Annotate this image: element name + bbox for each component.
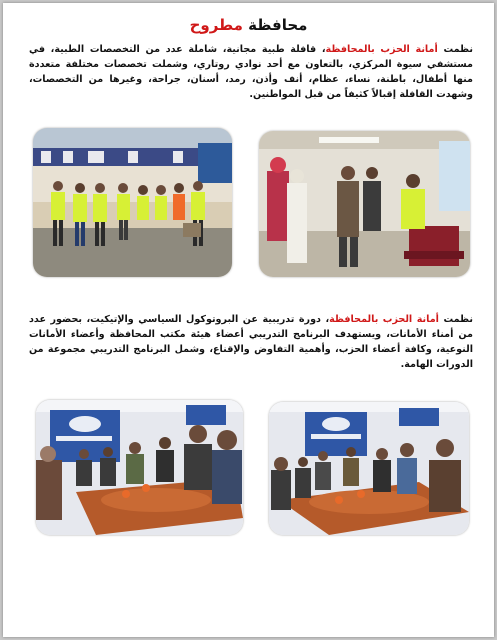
volunteers-outdoor-photo — [33, 128, 232, 277]
training-meeting-photo-right — [269, 402, 469, 535]
clinic-visit-photo — [259, 131, 470, 277]
training-meeting-photo-left — [36, 400, 243, 535]
title-highlight: مطروح — [189, 16, 243, 34]
paragraph2-lead: نظمت — [443, 314, 474, 325]
paragraph1-lead: نظمت — [443, 44, 473, 55]
paragraph-training-course — [29, 312, 473, 372]
paragraph-medical-convoy — [29, 42, 473, 102]
page-title — [3, 16, 494, 34]
paragraph1-body: ، قافلة طبية مجانية، شاملة عدد من التخصصات الطبية، في مستشفي سيوة المركزي، بالتعاون مع أحد نوادي روتاري، وشملت تخصصات مختلفة متعددة منها أطفال، باطنة، نساء، عظام، أنف وأذن، رمد، أسنان، جراحة، وغيرها من التخصصات، وشهدت القافلة إقبالاً كثيفاً من قبل المواطنين. — [29, 44, 473, 100]
document-page — [3, 3, 494, 637]
title-prefix: محافظة — [248, 16, 308, 34]
paragraph2-highlight: أمانة الحزب بالمحافظة — [329, 314, 439, 325]
paragraph1-highlight: أمانة الحزب بالمحافظة — [325, 44, 438, 55]
paragraph2-body: ، دورة تدريبية عن البروتوكول السياسي والإتيكيت، بحضور عدد من أمناء الأمانات، ويستهدف البرنامج التدريبي أعضاء هيئة مكتب المحافظة وأعضاء الأمانات النوعية، وكافة أعضاء الحزب، وأهمية التفاوض والإقناع، وشمل البرنامج التدريبي مجموعة من الدورات الهامة. — [29, 314, 473, 370]
